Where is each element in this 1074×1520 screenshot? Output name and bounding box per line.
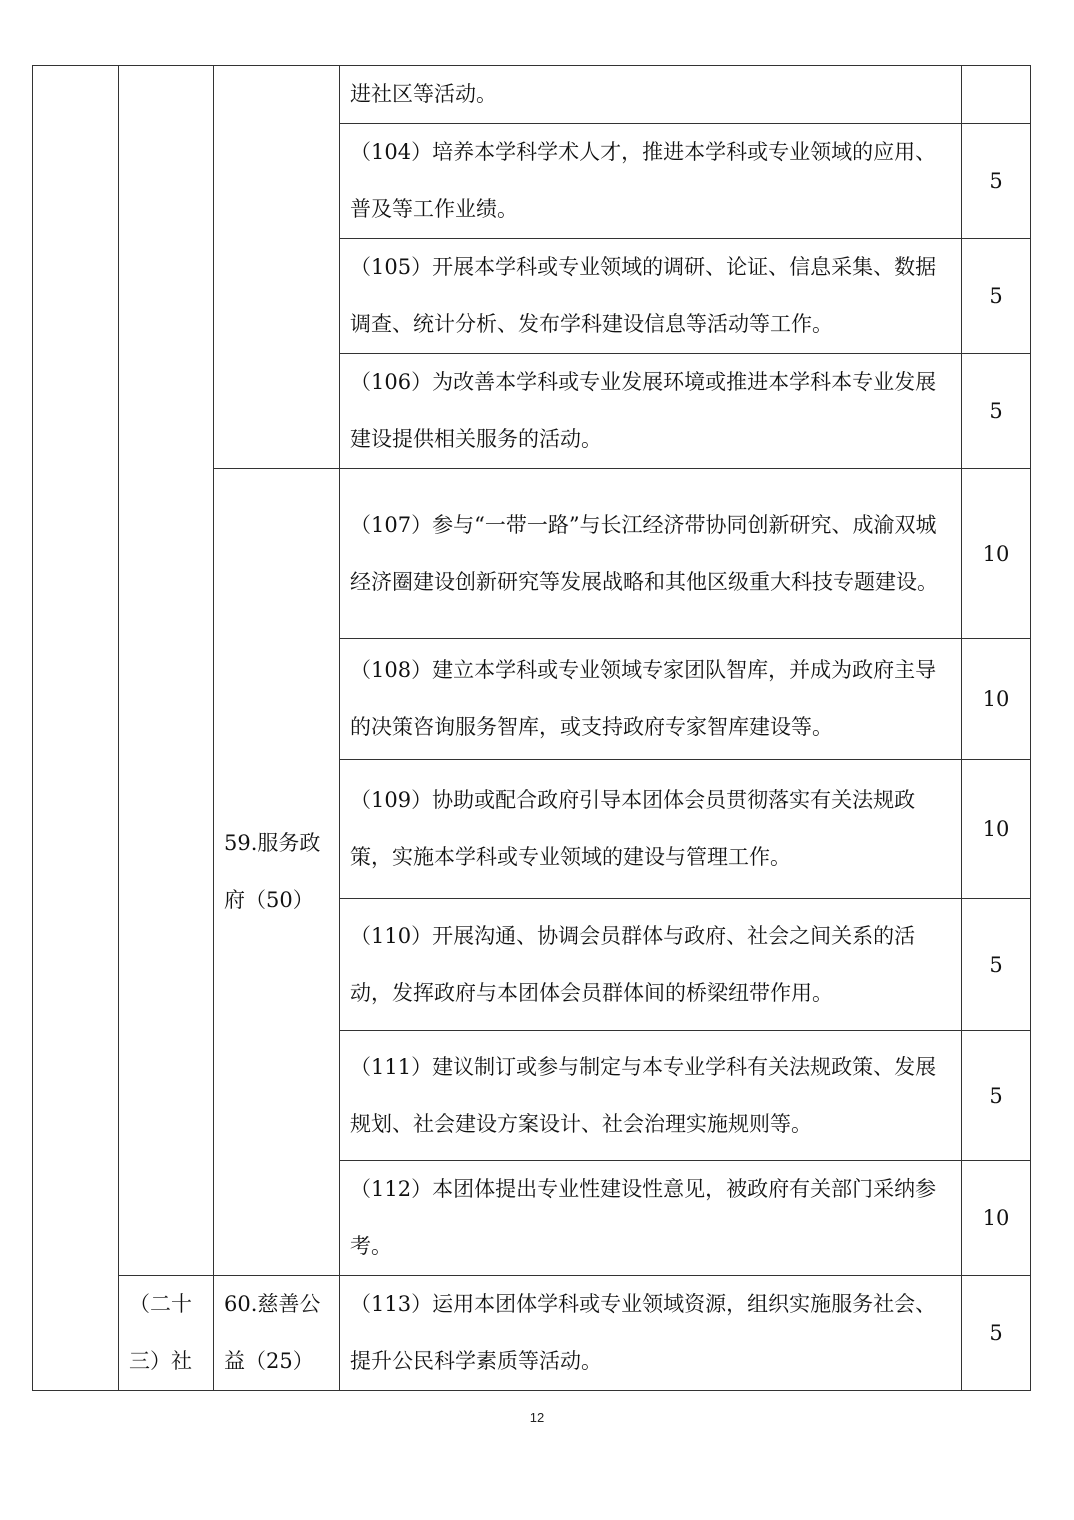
item-text: （113）运用本团体学科或专业领域资源，组织实施服务社会、提升公民科学素质等活动。 bbox=[340, 1276, 962, 1391]
item-text: 进社区等活动。 bbox=[340, 66, 962, 124]
item-text: （111）建议制订或参与制定与本专业学科有关法规政策、发展规划、社会建设方案设计、社会治理实施规则等。 bbox=[340, 1031, 962, 1161]
item-text: （104）培养本学科学术人才，推进本学科或专业领域的应用、普及等工作业绩。 bbox=[340, 124, 962, 239]
page-number: 12 bbox=[529, 1410, 545, 1425]
item-score: 5 bbox=[962, 899, 1031, 1031]
charity-category: 60.慈善公益（25） bbox=[214, 1276, 340, 1391]
item-score: 5 bbox=[962, 354, 1031, 469]
third-level-category-cell-prev bbox=[214, 66, 340, 469]
item-score: 5 bbox=[962, 1031, 1031, 1161]
item-score: 10 bbox=[962, 760, 1031, 899]
item-text: （108）建立本学科或专业领域专家团队智库，并成为政府主导的决策咨询服务智库，或支持政府专家智库建设等。 bbox=[340, 639, 962, 760]
item-score: 10 bbox=[962, 639, 1031, 760]
item-text: （106）为改善本学科或专业发展环境或推进本学科本专业发展建设提供相关服务的活动。 bbox=[340, 354, 962, 469]
item-text: （109）协助或配合政府引导本团体会员贯彻落实有关法规政策，实施本学科或专业领域的建设与管理工作。 bbox=[340, 760, 962, 899]
social-section-category: （二十三）社 bbox=[119, 1276, 214, 1391]
item-text: （112）本团体提出专业性建设性意见，被政府有关部门采纳参考。 bbox=[340, 1161, 962, 1276]
item-score bbox=[962, 66, 1031, 124]
first-level-category-cell bbox=[33, 66, 119, 1391]
item-score: 10 bbox=[962, 469, 1031, 639]
item-score: 5 bbox=[962, 239, 1031, 354]
second-level-category-cell bbox=[119, 66, 214, 1276]
item-score: 5 bbox=[962, 1276, 1031, 1391]
table-row bbox=[33, 66, 1031, 124]
item-text: （105）开展本学科或专业领域的调研、论证、信息采集、数据调查、统计分析、发布学科建设信息等活动等工作。 bbox=[340, 239, 962, 354]
indicator-table bbox=[32, 65, 1031, 1391]
item-score: 5 bbox=[962, 124, 1031, 239]
item-text: （107）参与“一带一路”与长江经济带协同创新研究、成渝双城经济圈建设创新研究等发展战略和其他区级重大科技专题建设。 bbox=[340, 469, 962, 639]
service-government-category: 59.服务政府（50） bbox=[214, 469, 340, 1276]
table-row bbox=[33, 1276, 1031, 1391]
item-text: （110）开展沟通、协调会员群体与政府、社会之间关系的活动，发挥政府与本团体会员群体间的桥梁纽带作用。 bbox=[340, 899, 962, 1031]
item-score: 10 bbox=[962, 1161, 1031, 1276]
